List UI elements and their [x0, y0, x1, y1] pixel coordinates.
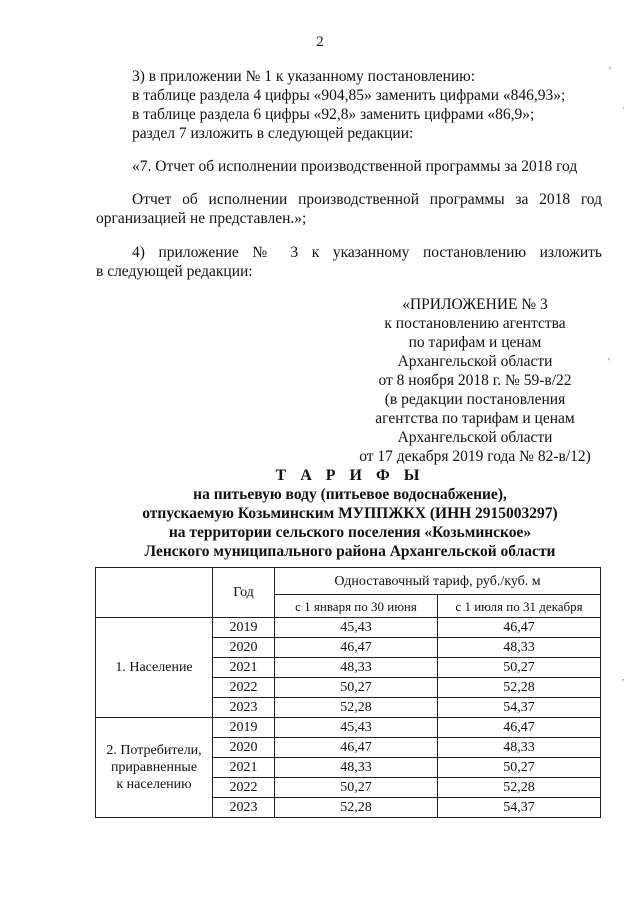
tariffs-heading	[80, 466, 620, 561]
appendix-line: «ПРИЛОЖЕНИЕ № 3	[402, 296, 548, 313]
tariff-cell: 54,37	[438, 798, 601, 818]
appendix-line: от 17 декабря 2019 года № 82-в/12)	[359, 448, 591, 465]
table-6-change: в таблице раздела 6 цифры «92,8» заменить цифрами «86,9»;	[132, 106, 535, 123]
tariff-cell: 52,28	[275, 698, 438, 718]
tariff-cell: 46,47	[275, 638, 438, 658]
year-cell: 2019	[213, 718, 275, 738]
table-header-row	[96, 568, 601, 595]
tariffs-title: Т А Р И Ф Ы	[275, 467, 425, 484]
appendix-line: по тарифам и ценам	[408, 334, 542, 351]
year-cell: 2022	[213, 678, 275, 698]
tariff-cell: 48,33	[438, 638, 601, 658]
scan-mark: ʹ	[622, 678, 625, 689]
tariff-cell: 50,27	[275, 778, 438, 798]
year-cell: 2021	[213, 758, 275, 778]
tariffs-subtitle-line: Ленского муниципального района Архангельской области	[144, 543, 556, 560]
year-cell: 2023	[213, 698, 275, 718]
year-cell: 2020	[213, 638, 275, 658]
item-3-text: 3) в приложении № 1 к указанному постановлению:	[132, 68, 476, 85]
header-first-half: с 1 января по 30 июня	[275, 595, 438, 618]
header-empty-cell	[96, 568, 213, 618]
tariffs-table	[95, 567, 601, 818]
table-4-change: в таблице раздела 4 цифры «904,85» заменить цифрами «846,93»;	[132, 87, 566, 104]
tariffs-subtitle-line: на территории сельского поселения «Козьминское»	[168, 524, 532, 541]
year-cell: 2021	[213, 658, 275, 678]
appendix-line: Архангельской области	[397, 429, 553, 446]
year-cell: 2019	[213, 618, 275, 638]
report-line-1: Отчет об исполнении производственной программы за 2018 год	[132, 191, 602, 208]
scan-mark: ʹ	[608, 357, 611, 368]
tariff-cell: 50,27	[438, 758, 601, 778]
tariff-cell: 45,43	[275, 718, 438, 738]
item-4-line-2: в следующей редакции:	[96, 263, 253, 280]
group-label-line: 2. Потребители,	[106, 743, 202, 758]
tariff-cell: 50,27	[275, 678, 438, 698]
appendix-line: к постановлению агентства	[384, 315, 566, 332]
year-cell: 2020	[213, 738, 275, 758]
tariff-cell: 45,43	[275, 618, 438, 638]
section-7-text: раздел 7 изложить в следующей редакции:	[132, 125, 414, 142]
header-year: Год	[213, 568, 275, 618]
section-7-heading: «7. Отчет об исполнении производственной программы за 2018 год	[132, 158, 578, 175]
tariff-cell: 48,33	[275, 658, 438, 678]
tariff-cell: 54,37	[438, 698, 601, 718]
item-4-line-1: 4) приложение № 3 к указанному постановлению изложить	[132, 244, 602, 261]
appendix-line: Архангельской области	[397, 353, 553, 370]
appendix-line: (в редакции постановления	[384, 391, 566, 408]
tariff-cell: 50,27	[438, 658, 601, 678]
table-row	[96, 718, 601, 738]
tariff-cell: 52,28	[438, 678, 601, 698]
scan-mark: ʹ	[609, 66, 612, 77]
group-label-line: приравненные	[110, 760, 198, 775]
year-cell: 2023	[213, 798, 275, 818]
tariffs-subtitle-line: на питьевую воду (питьевое водоснабжение),	[193, 486, 507, 503]
appendix-line: агентства по тарифам и ценам	[375, 410, 575, 427]
appendix-line: от 8 ноября 2018 г. № 59-в/22	[378, 372, 572, 389]
group-label-population: 1. Население	[96, 618, 213, 718]
group-label-line: к населению	[116, 777, 192, 792]
header-tariff: Одноставочный тариф, руб./куб. м	[275, 568, 601, 595]
appendix-block	[350, 295, 600, 466]
tariff-cell: 48,33	[275, 758, 438, 778]
report-line-2: организацией не представлен.»;	[96, 210, 307, 227]
header-second-half: с 1 июля по 31 декабря	[438, 595, 601, 618]
tariff-cell: 46,47	[275, 738, 438, 758]
year-cell: 2022	[213, 778, 275, 798]
group-label-equivalent-consumers	[96, 718, 213, 818]
tariff-cell: 52,28	[438, 778, 601, 798]
tariff-cell: 48,33	[438, 738, 601, 758]
tariff-cell: 52,28	[275, 798, 438, 818]
tariffs-subtitle-line: отпускаемую Козьминским МУППЖКХ (ИНН 2915003297)	[142, 505, 558, 522]
table-row	[96, 618, 601, 638]
tariff-cell: 46,47	[438, 618, 601, 638]
page-number: 2	[316, 34, 324, 50]
tariff-cell: 46,47	[438, 718, 601, 738]
scan-mark: ˌ	[622, 98, 626, 109]
